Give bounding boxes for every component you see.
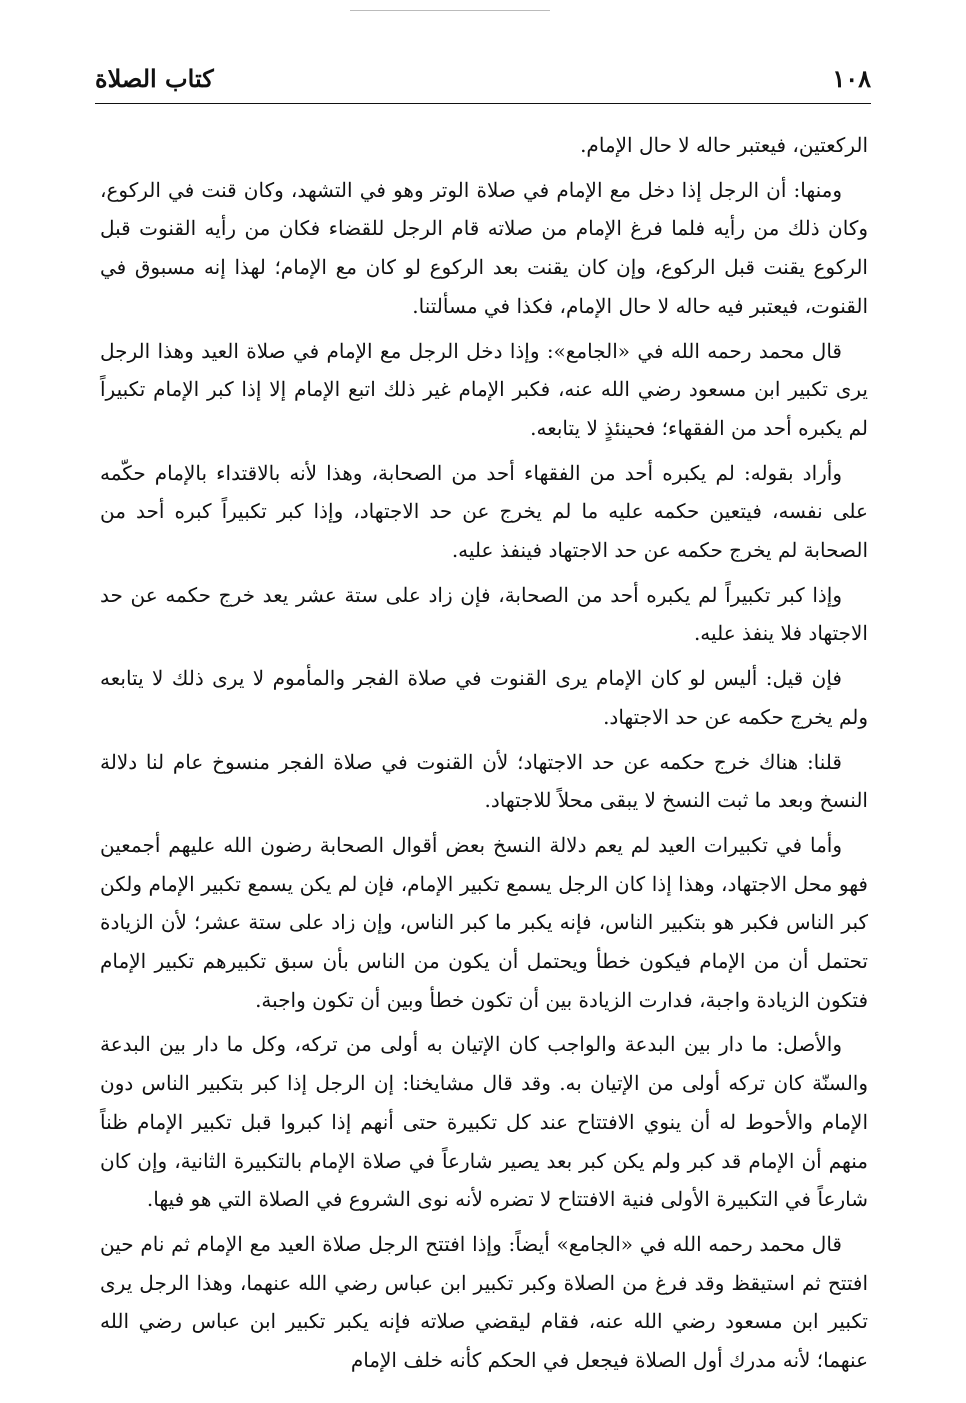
top-scan-line: [350, 10, 550, 11]
paragraph: وأما في تكبيرات العيد لم يعم دلالة النسخ بعض أقوال الصحابة رضون الله عليهم أجمعين فهو محل الاجتهاد، وهذا إذا كان الرجل يسمع تكبير الإمام، فإن لم يكن يسمع تكبير الإمام ولكن كبر الناس فكبر هو بتكبير الناس، فإنه يكبر ما كبر الناس، وإن زاد على ستة عشر؛ لأن الزيادة تحتمل أن من الإمام فيكون خطأ ويحتمل أن يكون من الناس بأن سبق تكبيرهم تكبير الإمام فتكون الزيادة واجبة، فدارت الزيادة بين أن تكون خطأ وبين أن تكون واجبة.: [100, 832, 868, 1012]
running-title: كتاب الصلاة: [95, 64, 214, 93]
paragraph: وأراد بقوله: لم يكبره أحد من الفقهاء أحد من الصحابة، وهذا لأنه بالاقتداء بالإمام حكّمه على نفسه، فيتعين حكمه عليه ما لم يخرج عن حد الاجتهاد، وإذا كبر تكبيراً كبره أحد من الصحابة لم يخرج حكمه عن حد الاجتهاد فينفذ عليه.: [100, 460, 868, 563]
paragraph: ومنها: أن الرجل إذا دخل مع الإمام في صلاة الوتر وهو في التشهد، وكان قنت في الركوع، وكان ذلك من رأيه فلما فرغ الإمام من صلاته قام الرجل للقضاء فكان من رأيه القنوت قبل الركوع يقنت قبل الركوع، وإن كان يقنت بعد الركوع لو كان مع الإمام؛ لهذا إنه مسبوق في القنوت، فيعتبر فيه حاله لا حال الإمام، فكذا في مسألتنا.: [100, 177, 868, 318]
paragraph-continuation: الركعتين، فيعتبر حاله لا حال الإمام.: [580, 133, 868, 157]
paragraph: قال محمد رحمه الله في «الجامع» أيضاً: وإذا افتتح الرجل صلاة العيد مع الإمام ثم نام حين افتتح ثم استيقظ وقد فرغ من الصلاة وكبر تكبير ابن عباس رضي الله عنهما، وهذا الرجل يرى تكبير ابن مسعود رضي الله عنه، فقام ليقضي صلاته فإنه يكبر تكبير ابن عباس رضي الله عنهما؛ لأنه مدرك أول الصلاة فيجعل في الحكم كأنه خلف الإمام: [100, 1231, 868, 1373]
paragraph: قال محمد رحمه الله في «الجامع»: وإذا دخل الرجل مع الإمام في صلاة العيد وهذا الرجل يرى تكبير ابن مسعود رضي الله عنه، فكبر الإمام غير ذلك اتبع الإمام إلا إذا كبر الإمام تكبيراً لم يكبره أحد من الفقهاء؛ فحينئذٍ لا يتابعه.: [100, 338, 868, 440]
page-body: [100, 126, 868, 1386]
page-header: [95, 62, 871, 96]
page-number: ١٠٨: [832, 64, 871, 93]
paragraph: والأصل: ما دار بين البدعة والواجب كان الإتيان به أولى من تركه، وكل ما دار بين البدعة والسنّة كان تركه أولى من الإتيان به. وقد قال مشايخنا: إن الرجل إذا كبر بتكبير الناس دون الإمام والأحوط له أن ينوي الافتتاح عند كل تكبيرة حتى أنهم إذا كبروا قبل تكبير الإمام ظناً منهم أن الإمام قد كبر ولم يكن كبر بعد يصير شارعاً في صلاة الإمام بالتكبيرة الثانية، وإن كان شارعاً في التكبيرة الأولى فنية الافتتاح لا تضره لأنه نوى الشروع في الصلاة التي هو فيها.: [100, 1032, 868, 1212]
header-divider: [95, 103, 871, 104]
paragraph: وإذا كبر تكبيراً لم يكبره أحد من الصحابة، فإن زاد على ستة عشر يعد خرج حكمه عن حد الاجتهاد فلا ينفذ عليه.: [100, 582, 868, 646]
paragraph: قلنا: هناك خرج حكمه عن حد الاجتهاد؛ لأن القنوت في صلاة الفجر منسوخ عام لنا دلالة النسخ وبعد ما ثبت النسخ لا يبقى محلاً للاجتهاد.: [100, 749, 868, 813]
paragraph: فإن قيل: أليس لو كان الإمام يرى القنوت في صلاة الفجر والمأموم لا يرى ذلك لا يتابعه ولم يخرج حكمه عن حد الاجتهاد.: [100, 666, 868, 729]
